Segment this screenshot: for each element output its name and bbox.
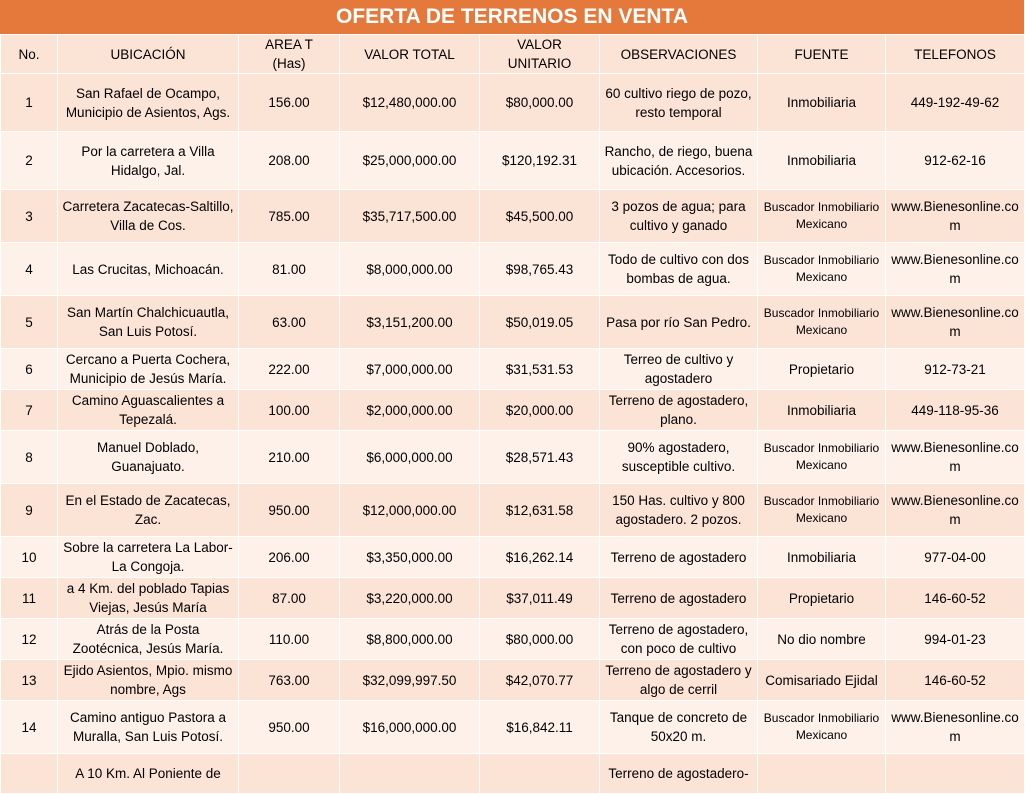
valor-unitario-cell: $16,262.14 (480, 537, 600, 578)
telefonos-cell: www.Bienesonline.com (886, 190, 1025, 243)
telefonos-cell: 146-60-52 (886, 578, 1025, 619)
fuente-cell: Buscador Inmobiliario Mexicano (758, 431, 886, 484)
table-row (1, 660, 1025, 701)
valor-total-cell: $8,800,000.00 (340, 619, 480, 660)
header-no: No. (1, 35, 58, 74)
observaciones-cell: Terreno de agostadero- (600, 754, 758, 794)
telefonos-cell: 912-73-21 (886, 349, 1025, 390)
row-number: 9 (1, 484, 58, 537)
ubicacion-cell: Manuel Doblado, Guanajuato. (58, 431, 239, 484)
row-number: 12 (1, 619, 58, 660)
observaciones-cell: Todo de cultivo con dos bombas de agua. (600, 243, 758, 296)
ubicacion-cell: San Rafael de Ocampo, Municipio de Asientos, Ags. (58, 74, 239, 132)
table-row (1, 701, 1025, 754)
table-row (1, 296, 1025, 349)
observaciones-cell: Rancho, de riego, buena ubicación. Accesorios. (600, 132, 758, 190)
row-number: 14 (1, 701, 58, 754)
row-number: 5 (1, 296, 58, 349)
fuente-cell: Inmobiliaria (758, 390, 886, 431)
table-row (1, 390, 1025, 431)
fuente-cell: Comisariado Ejidal (758, 660, 886, 701)
valor-unitario-cell: $16,842.11 (480, 701, 600, 754)
header-telefonos: TELEFONOS (886, 35, 1025, 74)
telefonos-cell: www.Bienesonline.com (886, 484, 1025, 537)
fuente-cell: Propietario (758, 578, 886, 619)
area-cell: 110.00 (239, 619, 340, 660)
area-cell: 210.00 (239, 431, 340, 484)
valor-total-cell: $12,000,000.00 (340, 484, 480, 537)
fuente-cell: Propietario (758, 349, 886, 390)
observaciones-cell: Terreno de agostadero (600, 537, 758, 578)
area-cell: 100.00 (239, 390, 340, 431)
row-number: 1 (1, 74, 58, 132)
table-row (1, 484, 1025, 537)
ubicacion-cell: Ejido Asientos, Mpio. mismo nombre, Ags (58, 660, 239, 701)
table-row (1, 243, 1025, 296)
observaciones-cell: 3 pozos de agua; para cultivo y ganado (600, 190, 758, 243)
valor-unitario-cell: $31,531.53 (480, 349, 600, 390)
fuente-cell: Inmobiliaria (758, 132, 886, 190)
row-number: 8 (1, 431, 58, 484)
table-header-row (1, 35, 1025, 74)
observaciones-cell: 90% agostadero, susceptible cultivo. (600, 431, 758, 484)
terrenos-table (0, 34, 1025, 794)
ubicacion-cell: Las Crucitas, Michoacán. (58, 243, 239, 296)
observaciones-cell: Terreno de agostadero, con poco de cultivo (600, 619, 758, 660)
valor-total-cell: $7,000,000.00 (340, 349, 480, 390)
valor-unitario-cell: $80,000.00 (480, 619, 600, 660)
fuente-cell: Buscador Inmobiliario Mexicano (758, 701, 886, 754)
telefonos-cell (886, 754, 1025, 794)
row-number: 6 (1, 349, 58, 390)
row-number (1, 754, 58, 794)
valor-unitario-cell: $37,011.49 (480, 578, 600, 619)
area-cell: 785.00 (239, 190, 340, 243)
ubicacion-cell: a 4 Km. del poblado Tapias Viejas, Jesús María (58, 578, 239, 619)
header-valor-total: VALOR TOTAL (340, 35, 480, 74)
header-ubicacion: UBICACIÓN (58, 35, 239, 74)
ubicacion-cell: Por la carretera a Villa Hidalgo, Jal. (58, 132, 239, 190)
area-cell: 222.00 (239, 349, 340, 390)
fuente-cell: No dio nombre (758, 619, 886, 660)
telefonos-cell: 977-04-00 (886, 537, 1025, 578)
valor-total-cell: $25,000,000.00 (340, 132, 480, 190)
row-number: 11 (1, 578, 58, 619)
valor-total-cell: $3,151,200.00 (340, 296, 480, 349)
row-number: 3 (1, 190, 58, 243)
valor-unitario-cell: $42,070.77 (480, 660, 600, 701)
observaciones-cell: Terreno de agostadero, plano. (600, 390, 758, 431)
fuente-cell: Inmobiliaria (758, 74, 886, 132)
header-area: AREA T (Has) (239, 35, 340, 74)
area-cell (239, 754, 340, 794)
table-row (1, 190, 1025, 243)
telefonos-cell: www.Bienesonline.com (886, 701, 1025, 754)
table-row (1, 537, 1025, 578)
area-cell: 156.00 (239, 74, 340, 132)
fuente-cell: Buscador Inmobiliario Mexicano (758, 243, 886, 296)
telefonos-cell: 146-60-52 (886, 660, 1025, 701)
area-cell: 208.00 (239, 132, 340, 190)
ubicacion-cell: San Martín Chalchicuautla, San Luis Potosí. (58, 296, 239, 349)
observaciones-cell: Tanque de concreto de 50x20 m. (600, 701, 758, 754)
valor-unitario-cell: $80,000.00 (480, 74, 600, 132)
row-number: 2 (1, 132, 58, 190)
ubicacion-cell: Carretera Zacatecas-Saltillo, Villa de Cos. (58, 190, 239, 243)
table-row (1, 349, 1025, 390)
area-cell: 81.00 (239, 243, 340, 296)
fuente-cell: Buscador Inmobiliario Mexicano (758, 190, 886, 243)
observaciones-cell: Pasa por río San Pedro. (600, 296, 758, 349)
header-valor-unitario: VALOR UNITARIO (480, 35, 600, 74)
telefonos-cell: www.Bienesonline.com (886, 296, 1025, 349)
valor-total-cell: $16,000,000.00 (340, 701, 480, 754)
telefonos-cell: 449-192-49-62 (886, 74, 1025, 132)
valor-total-cell: $12,480,000.00 (340, 74, 480, 132)
valor-total-cell: $3,350,000.00 (340, 537, 480, 578)
table-body (1, 74, 1025, 794)
row-number: 7 (1, 390, 58, 431)
row-number: 10 (1, 537, 58, 578)
valor-unitario-cell (480, 754, 600, 794)
valor-total-cell: $3,220,000.00 (340, 578, 480, 619)
valor-unitario-cell: $98,765.43 (480, 243, 600, 296)
row-number: 4 (1, 243, 58, 296)
valor-total-cell: $8,000,000.00 (340, 243, 480, 296)
telefonos-cell: 912-62-16 (886, 132, 1025, 190)
valor-unitario-cell: $20,000.00 (480, 390, 600, 431)
table-row (1, 74, 1025, 132)
observaciones-cell: 150 Has. cultivo y 800 agostadero. 2 pozos. (600, 484, 758, 537)
table-row (1, 578, 1025, 619)
valor-total-cell: $2,000,000.00 (340, 390, 480, 431)
telefonos-cell: 994-01-23 (886, 619, 1025, 660)
observaciones-cell: 60 cultivo riego de pozo, resto temporal (600, 74, 758, 132)
telefonos-cell: www.Bienesonline.com (886, 431, 1025, 484)
telefonos-cell: 449-118-95-36 (886, 390, 1025, 431)
valor-total-cell: $35,717,500.00 (340, 190, 480, 243)
ubicacion-cell: A 10 Km. Al Poniente de (58, 754, 239, 794)
valor-total-cell: $6,000,000.00 (340, 431, 480, 484)
valor-unitario-cell: $50,019.05 (480, 296, 600, 349)
valor-unitario-cell: $120,192.31 (480, 132, 600, 190)
ubicacion-cell: Atrás de la Posta Zootécnica, Jesús María. (58, 619, 239, 660)
table-row (1, 754, 1025, 794)
valor-total-cell (340, 754, 480, 794)
area-cell: 763.00 (239, 660, 340, 701)
fuente-cell: Buscador Inmobiliario Mexicano (758, 296, 886, 349)
ubicacion-cell: Camino antiguo Pastora a Muralla, San Luis Potosí. (58, 701, 239, 754)
terrenos-table-container (0, 34, 1024, 781)
valor-unitario-cell: $28,571.43 (480, 431, 600, 484)
page-title: OFERTA DE TERRENOS EN VENTA (0, 0, 1024, 34)
area-cell: 950.00 (239, 701, 340, 754)
valor-unitario-cell: $12,631.58 (480, 484, 600, 537)
area-cell: 87.00 (239, 578, 340, 619)
area-cell: 63.00 (239, 296, 340, 349)
row-number: 13 (1, 660, 58, 701)
valor-unitario-cell: $45,500.00 (480, 190, 600, 243)
header-observaciones: OBSERVACIONES (600, 35, 758, 74)
table-row (1, 431, 1025, 484)
area-cell: 950.00 (239, 484, 340, 537)
ubicacion-cell: Cercano a Puerta Cochera, Municipio de Jesús María. (58, 349, 239, 390)
observaciones-cell: Terreno de agostadero (600, 578, 758, 619)
fuente-cell: Inmobiliaria (758, 537, 886, 578)
valor-total-cell: $32,099,997.50 (340, 660, 480, 701)
fuente-cell: Buscador Inmobiliario Mexicano (758, 484, 886, 537)
ubicacion-cell: Camino Aguascalientes a Tepezalá. (58, 390, 239, 431)
observaciones-cell: Terreno de agostadero y algo de cerril (600, 660, 758, 701)
table-row (1, 132, 1025, 190)
area-cell: 206.00 (239, 537, 340, 578)
table-row (1, 619, 1025, 660)
observaciones-cell: Terreo de cultivo y agostadero (600, 349, 758, 390)
ubicacion-cell: Sobre la carretera La Labor-La Congoja. (58, 537, 239, 578)
telefonos-cell: www.Bienesonline.com (886, 243, 1025, 296)
ubicacion-cell: En el Estado de Zacatecas, Zac. (58, 484, 239, 537)
header-fuente: FUENTE (758, 35, 886, 74)
fuente-cell (758, 754, 886, 794)
